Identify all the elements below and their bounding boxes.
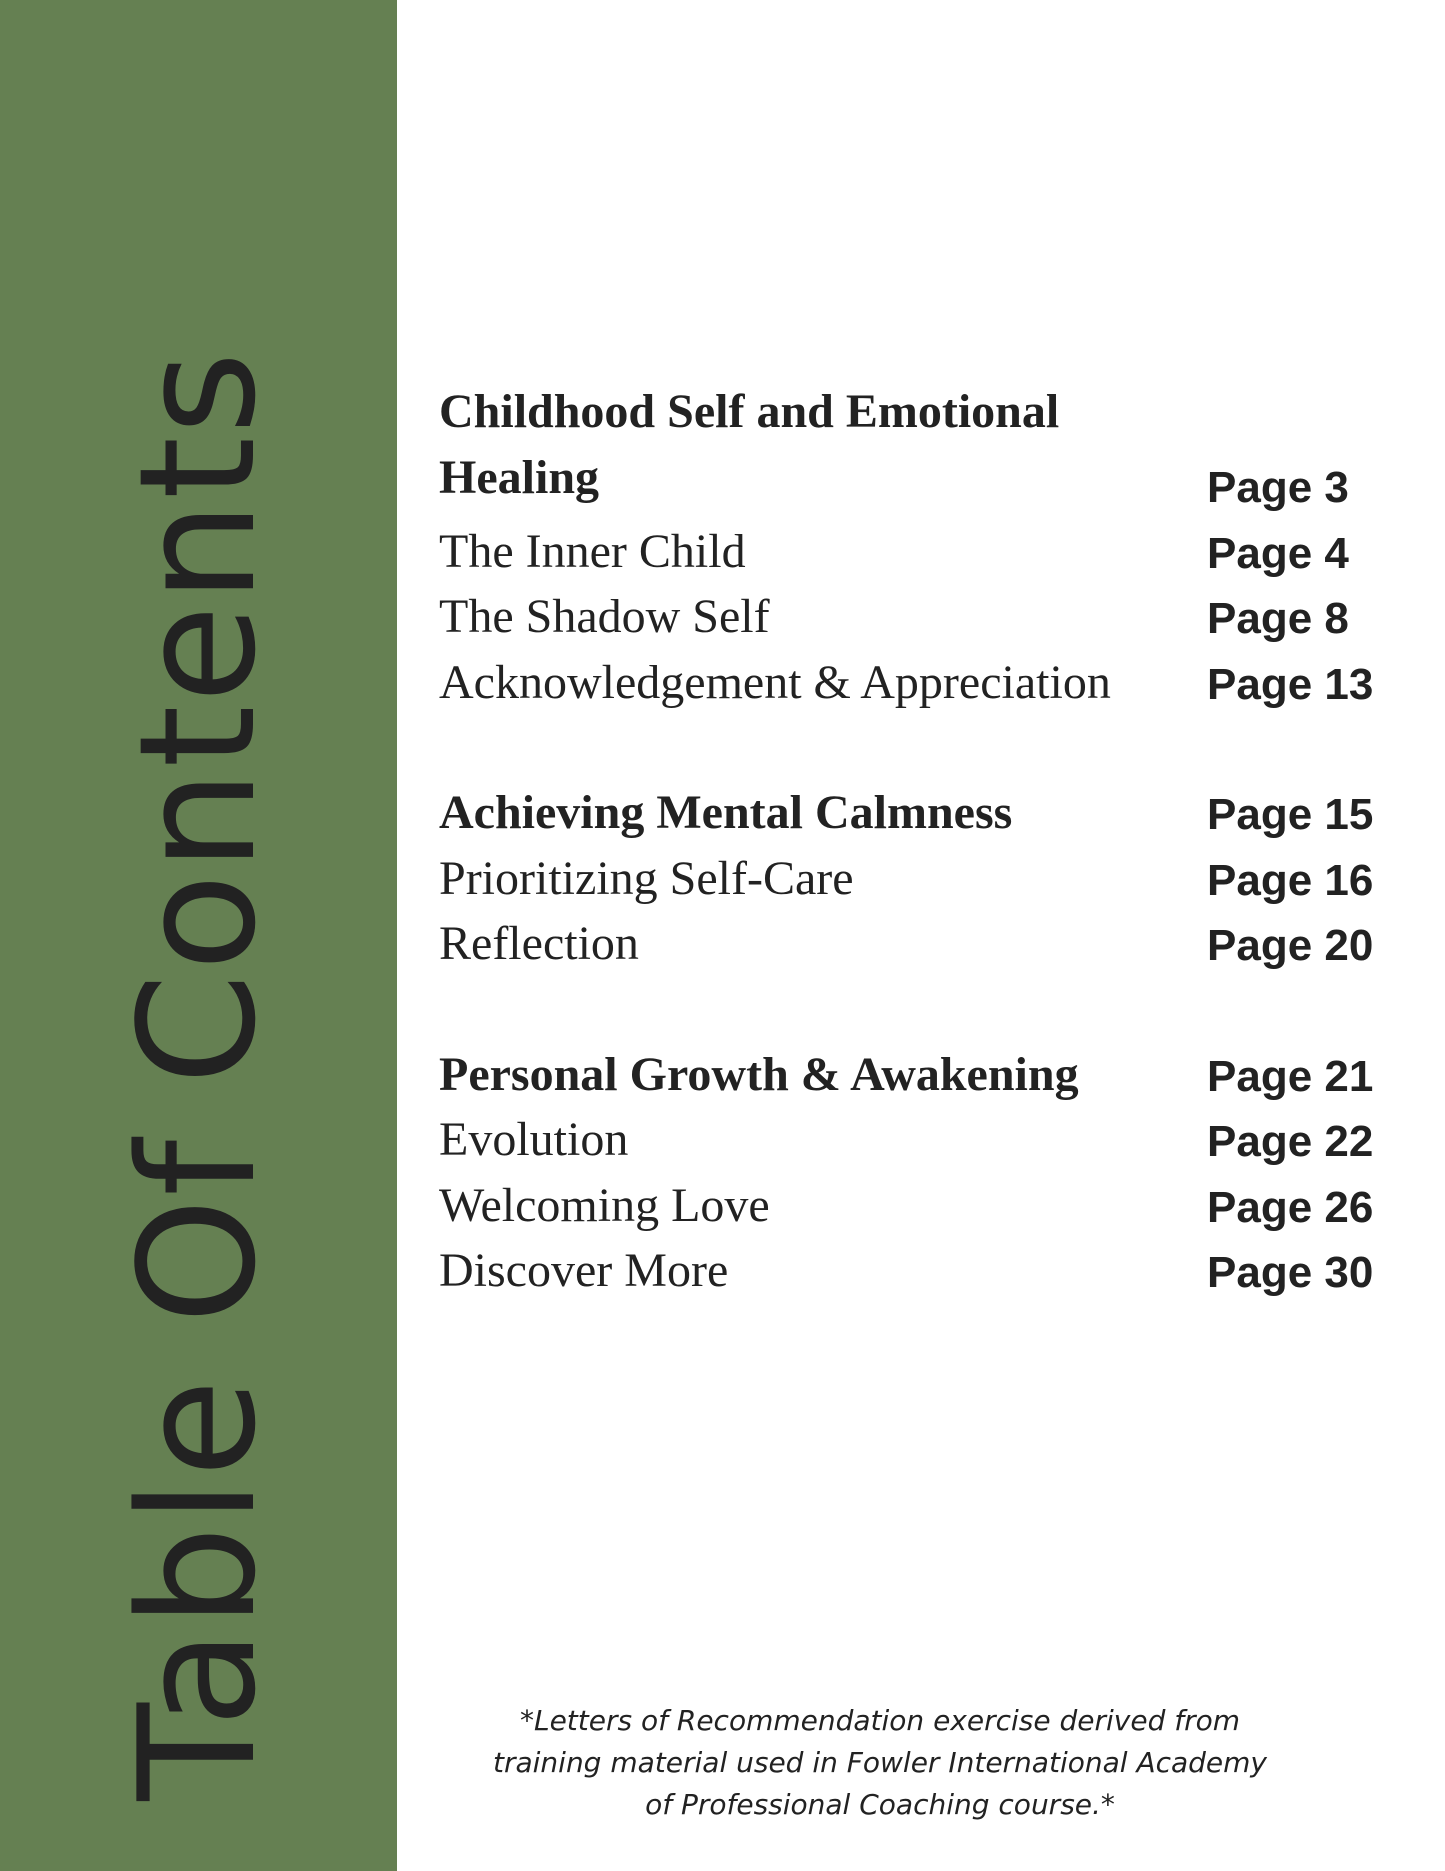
toc-heading-label: Childhood Self and Emotional Healing	[439, 385, 1060, 504]
toc-page-number: Page 4	[1207, 528, 1349, 578]
toc-section-2	[439, 782, 1399, 979]
toc-entry[interactable]	[439, 520, 1399, 586]
toc-page-number: Page 8	[1207, 594, 1349, 643]
toc-entry[interactable]	[439, 913, 1399, 979]
toc-entry[interactable]	[439, 651, 1399, 717]
toc-entry[interactable]	[439, 847, 1399, 913]
toc-page-number: Page 30	[1207, 1248, 1374, 1297]
footnote-line: *Letters of Recommendation exercise derived from	[519, 1704, 1241, 1737]
toc-section-3	[439, 1043, 1399, 1305]
toc-entry[interactable]	[439, 586, 1399, 652]
sidebar-band	[0, 0, 397, 1871]
toc-page-number: Page 16	[1207, 855, 1374, 905]
toc-entry[interactable]	[439, 1109, 1399, 1175]
toc-heading-label: Achieving Mental Calmness	[439, 786, 1013, 839]
toc-entry-label: Reflection	[439, 917, 639, 970]
toc-heading[interactable]	[439, 782, 1399, 848]
toc-heading-label: Personal Growth & Awakening	[439, 1047, 1079, 1101]
toc-page-number: Page 21	[1207, 1051, 1374, 1101]
table-of-contents	[439, 385, 1399, 1370]
toc-entry-label: Discover More	[439, 1244, 729, 1297]
toc-page-number: Page 22	[1207, 1117, 1374, 1166]
toc-entry-label: Evolution	[439, 1113, 629, 1166]
toc-page-number: Page 15	[1207, 790, 1374, 839]
toc-page-number: Page 3	[1207, 463, 1349, 512]
toc-section-1	[439, 385, 1399, 717]
toc-page-number: Page 13	[1207, 659, 1374, 709]
toc-page-number: Page 20	[1207, 921, 1374, 970]
toc-entry[interactable]	[439, 1174, 1399, 1240]
toc-page-number: Page 26	[1207, 1182, 1374, 1232]
toc-entry[interactable]	[439, 1240, 1399, 1306]
footnote	[440, 1700, 1320, 1826]
toc-entry-label: Acknowledgement & Appreciation	[439, 655, 1111, 709]
footnote-line: training material used in Fowler International Academy	[492, 1746, 1267, 1779]
toc-entry-label: The Inner Child	[439, 524, 746, 578]
toc-heading[interactable]	[439, 385, 1399, 520]
toc-entry-label: Welcoming Love	[439, 1178, 770, 1232]
toc-heading[interactable]	[439, 1043, 1399, 1109]
toc-entry-label: Prioritizing Self-Care	[439, 851, 854, 905]
page-title: Table Of Contents	[104, 349, 291, 1801]
toc-entry-label: The Shadow Self	[439, 590, 770, 643]
footnote-line: of Professional Coaching course.*	[645, 1788, 1115, 1821]
